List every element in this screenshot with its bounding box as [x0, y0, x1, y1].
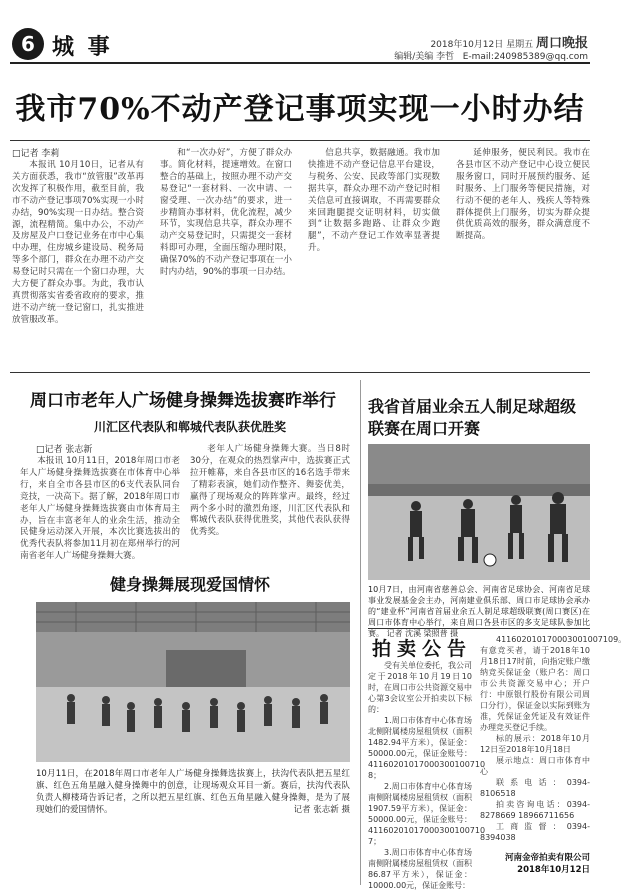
auction-top-rule: [368, 628, 590, 629]
auction-paragraph: 受有关单位委托，我公司定于2018年10月19日10时，在周口市公共资源交易中心第3会议室公开拍卖以下标的：: [368, 661, 472, 714]
auction-paragraph: 联系电话：0394-8106518: [480, 778, 590, 798]
header-rule: [10, 62, 590, 64]
dance-headline: 健身操舞展现爱国情怀: [109, 575, 270, 594]
football-photo-credit: 记者 沈溪 梁照普 摄: [386, 629, 459, 638]
paragraph: 延伸服务，便民利民。我市在各县市区不动产登记中心设立便民服务窗口，同时开展预约服务、延时服务、上门服务等便民措施，对行动不便的老年人、残疾人等特殊群体提供上门服务，切实为群众提供优质高效的服务，群众满意度不断提高。: [456, 148, 590, 242]
section-divider: [10, 372, 590, 373]
dance-caption: [36, 768, 350, 840]
football-photo: [368, 444, 590, 580]
auction-paragraph: 标的展示：2018年10月12日至2018年10月18日: [480, 734, 590, 754]
aerobics-column-1: [20, 456, 180, 560]
paragraph: 本报讯 10月10日，记者从有关方面获悉，我市“放管服”改革再次发挥了积极作用，截至目前，我市不动产登记事项70%实现一小时办结，90%实现一日办结。整合资源，流程精简。集中办公，不动产及房屋及户口登记业务在市中心集中办理，住房城乡建设局、税务局等多个部门，群众在办理不动产交易登记时只需在一个窗口办理，大大方便了群众办事。为此，我市认真贯彻落实省委省政府的要求，推进不动产统一登记窗口，扎实推进放管服改革。: [12, 160, 144, 325]
aerobics-byline: □记者 张志新: [36, 445, 93, 455]
dance-photo: [36, 602, 350, 762]
football-caption-text: 10月7日，由河南省慈善总会、河南省足球协会、河南省足球事业发展基金会主办，河南建业俱乐部、周口市足球协会承办的“建业杯”河南省首届业余五人制足球超级联赛(周口赛区)在周口市体育中心举行，来自周口各县市区的多支足球队参加比赛。: [368, 585, 590, 638]
issue-date: 2018年10月12日 星期五: [430, 40, 534, 50]
paragraph: 老年人广场健身操舞大赛。当日8时30分，在观众的热烈掌声中，选拔赛正式拉开帷幕，来自各县市区的16名选手带来了精彩表演，她们动作整齐、舞姿优美，赢得了现场观众的阵阵掌声。最终，经过两个多小时的激烈角逐，川汇区代表队和郸城代表队获得优胜奖，其他代表队获得优秀奖。: [190, 444, 350, 538]
aerobics-column-2: [190, 444, 350, 560]
auction-paragraph: 411602010170003001007109。有意竞买者，请于2018年10月18日17时前，向指定账户缴纳竞买保证金（账户名：周口市公共资源交易中心；开户行：中原银行股份有限公司周口分行），保证金以实际到账为准，凭保证金凭证及有效证件办理竞买登记手续。: [480, 635, 626, 732]
auction-paragraph: 2.周口市体育中心体育场南侧附属楼房屋租赁权（面积1907.59平方米），保证金：50000.00元，保证金账号：41160201017000300100710​7；: [368, 782, 486, 846]
main-article-column-4: [456, 148, 590, 365]
section-title: 城 事: [52, 34, 113, 60]
auction-column-2: [480, 634, 626, 850]
main-article-column-3: [308, 148, 440, 365]
newspaper-logo: 周口晚报: [535, 36, 588, 51]
auction-paragraph: 展示地点：周口市体育中心: [480, 756, 590, 776]
dance-photo-illustration: [36, 602, 350, 762]
auction-column-1: [368, 660, 486, 890]
auction-paragraph: 工商监督：0394-8394038: [480, 822, 590, 842]
aerobics-subheadline: 川汇区代表队和郸城代表队获优胜奖: [93, 420, 286, 434]
football-headline: 我省首届业余五人制足球超级联赛在周口开赛: [368, 397, 577, 438]
headline-rule: [10, 140, 590, 141]
auction-date: 2018年10月12日: [517, 865, 590, 875]
main-article-column-2: [160, 148, 292, 365]
paragraph: 信息共享，数据融通。我市加快推进不动产登记信息平台建设，与税务、公安、民政等部门实现数据共享，群众办理不动产登记时相关信息可直接调取，不再需要群众来回跑腿提交证明材料，切实做到“让数据多跑路、让群众少跑腿”，不动产登记工作效率显著提升。: [308, 148, 440, 254]
auction-title: 拍卖公告: [372, 638, 473, 660]
header-info: [394, 38, 588, 63]
page-number-badge: 6: [12, 28, 44, 60]
main-headline: 我市70%不动产登记事项实现一小时办结: [15, 92, 585, 127]
aerobics-headline: 周口市老年人广场健身操舞选拔赛昨举行: [30, 391, 336, 411]
auction-paragraph: 1.周口市体育中心体育场北侧附属楼房屋租赁权（面积1482.94平方米），保证金：50000.00元，保证金账号：41160201017000300100710​8；: [368, 716, 486, 780]
column-divider: [360, 380, 361, 885]
auction-signature: [480, 852, 590, 876]
contact-email: E-mail:240985389@qq.com: [462, 52, 588, 62]
auction-paragraph: 拍卖咨询电话：0394-8278669 18966711656: [480, 800, 590, 820]
editor-credit: 编辑/美编 李哲: [394, 52, 455, 62]
paragraph: 本报讯 10月11日，2018年周口市老年人广场健身操舞选拔赛在市体育中心举行，来自全市各县市区的6支代表队同台竞技，一决高下。据了解，2018年周口市老年人广场健身操舞选拔赛由市体育局主办，旨在丰富老年人的业余生活，推动全民健身运动深入开展，本次比赛选拔出的优秀代表队将参加11月初在郑州举行的河南省老年人广场健身操舞大赛。: [20, 456, 180, 562]
auction-paragraph: 3.周口市体育中心体育场南侧附属楼房屋租赁权（面积86.87平方米），保证金：10000.00元，保证金账号：: [368, 848, 472, 890]
dance-caption-text: 10月11日，在2018年周口市老年人广场健身操舞选拔赛上，扶沟代表队把五星红旗、红色五角星融入健身操舞中的创意，让现场观众耳目一新。赛后，扶沟代表队负责人柳楼琦告诉记者，之所以把五星红旗、红色五角星融入健身操舞，是为了展现她们的爱国情怀。: [36, 769, 350, 815]
dance-photo-credit: 记者 张志新 摄: [293, 805, 350, 815]
football-caption: [368, 584, 590, 638]
football-photo-illustration: [368, 444, 590, 580]
main-byline: □记者 李莉: [12, 149, 60, 159]
main-article-column-1: [12, 160, 144, 365]
auction-company: 河南金帝拍卖有限公司: [504, 853, 590, 863]
paragraph: 和“一次办好”，方便了群众办事。简化材料，提速增效。在窗口整合的基础上，按照办理不动产交易登记“一套材料、一次申请、一窗受理、一次办结”的要求，进一步精简办事材料，优化流程，减少环节，实现信息共享，群众办理不动产交易登记时，只需提交一套材料即可办理，全面压缩办理时限，确保70%的不动产登记事项在一小时内办结，90%的事项一日办结。: [160, 148, 292, 278]
